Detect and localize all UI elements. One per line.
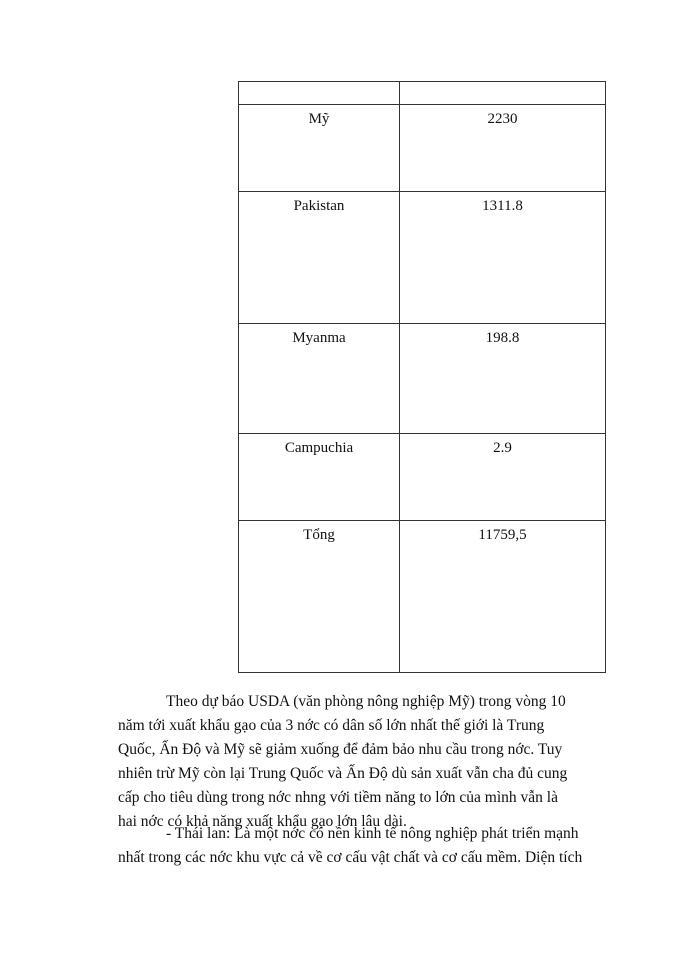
body-paragraph bbox=[118, 690, 616, 834]
table-row bbox=[239, 324, 606, 434]
value-cell: 2.9 bbox=[400, 434, 606, 521]
text-line: năm tới xuất khẩu gạo của 3 nớc có dân số lớn nhất thế giới là Trung bbox=[118, 717, 545, 734]
table-row bbox=[239, 105, 606, 192]
text-line: Quốc, Ấn Độ và Mỹ sẽ giảm xuống để đảm bảo nhu cầu trong nớc. Tuy bbox=[118, 741, 563, 758]
country-cell: Myanma bbox=[239, 324, 400, 434]
country-cell: Mỹ bbox=[239, 105, 400, 192]
table-row bbox=[239, 192, 606, 324]
text-line: - Thái lan: Là một nớc có nền kinh tế nông nghiệp phát triển mạnh bbox=[166, 825, 579, 842]
value-cell: 198.8 bbox=[400, 324, 606, 434]
country-cell: Pakistan bbox=[239, 192, 400, 324]
text-line: nhiên trừ Mỹ còn lại Trung Quốc và Ấn Độ dù sản xuất vẫn cha đủ cung bbox=[118, 765, 568, 782]
value-cell: 11759,5 bbox=[400, 521, 606, 673]
table-row bbox=[239, 521, 606, 673]
country-cell: Campuchia bbox=[239, 434, 400, 521]
value-cell bbox=[400, 82, 606, 105]
text-line: cấp cho tiêu dùng trong nớc nhng với tiềm năng to lớn của mình vẫn là bbox=[118, 789, 558, 806]
value-cell: 2230 bbox=[400, 105, 606, 192]
table-row bbox=[239, 82, 606, 105]
table-row bbox=[239, 434, 606, 521]
text-line: nhất trong các nớc khu vực cả về cơ cấu vật chất và cơ cấu mềm. Diện tích bbox=[118, 849, 583, 866]
value-cell: 1311.8 bbox=[400, 192, 606, 324]
text-line: Theo dự báo USDA (văn phòng nông nghiệp Mỹ) trong vòng 10 bbox=[166, 693, 566, 710]
country-cell: Tổng bbox=[239, 521, 400, 673]
rice-export-table bbox=[238, 81, 606, 673]
text-line: hai nớc có khả năng xuất khẩu gạo lớn lâu dài. bbox=[118, 813, 407, 830]
body-paragraph bbox=[118, 822, 616, 870]
country-cell bbox=[239, 82, 400, 105]
